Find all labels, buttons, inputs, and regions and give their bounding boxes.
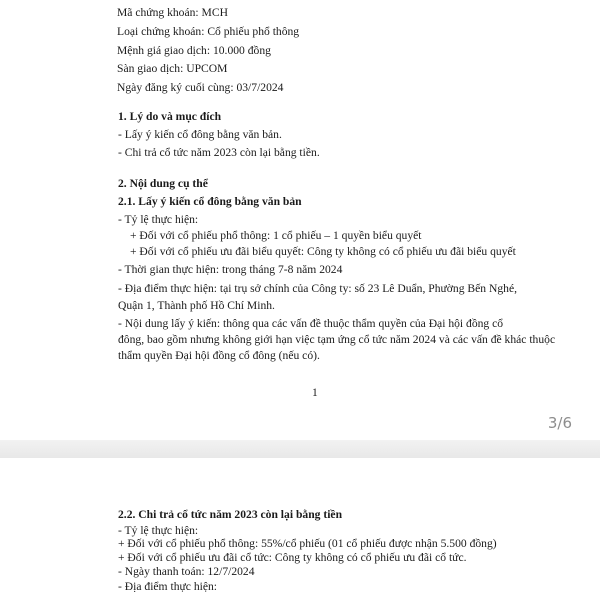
section-1-item-2: - Chi trả cổ tức năm 2023 còn lại bằng tiền. xyxy=(118,146,320,159)
ratio-preferred-shares: + Đối với cổ phiếu ưu đãi biểu quyết: Công ty không có cổ phiếu ưu đãi biểu quyết xyxy=(130,245,516,258)
document-page-2 xyxy=(0,458,600,600)
page-indicator: 3/6 xyxy=(547,414,572,432)
location-line-2: Quận 1, Thành phố Hồ Chí Minh. xyxy=(118,299,275,312)
security-code: Mã chứng khoán: MCH xyxy=(117,6,228,19)
location-line-1: - Địa điểm thực hiện: tại trụ sở chính của Công ty: số 23 Lê Duẩn, Phường Bến Nghé, xyxy=(118,282,517,295)
section-2-title: 2. Nội dung cụ thể xyxy=(118,177,208,190)
section-1-item-1: - Lấy ý kiến cổ đông bằng văn bản. xyxy=(118,128,282,141)
payment-date: - Ngày thanh toán: 12/7/2024 xyxy=(118,565,255,578)
ratio-common-shares: + Đối với cổ phiếu phổ thông: 1 cổ phiếu – 1 quyền biểu quyết xyxy=(130,229,422,242)
page-separator xyxy=(0,440,600,458)
section-2-2-title: 2.2. Chi trả cổ tức năm 2023 còn lại bằng tiền xyxy=(118,508,343,521)
par-value: Mệnh giá giao dịch: 10.000 đồng xyxy=(117,44,271,57)
section-2-1-title: 2.1. Lấy ý kiến cổ đông bằng văn bản xyxy=(118,195,302,208)
execution-time: - Thời gian thực hiện: trong tháng 7-8 năm 2024 xyxy=(118,263,343,276)
dividend-location-label: - Địa điểm thực hiện: xyxy=(118,580,218,593)
page-number: 1 xyxy=(312,386,318,399)
dividend-ratio-preferred: + Đối với cổ phiếu ưu đãi cổ tức: Công ty không có cổ phiếu ưu đãi cổ tức. xyxy=(118,551,467,564)
content-line-2: đông, bao gồm nhưng không giới hạn việc tạm ứng cổ tức năm 2024 và các vấn đề khác thuộc xyxy=(118,333,556,346)
security-type: Loại chứng khoán: Cổ phiếu phổ thông xyxy=(117,25,300,38)
dividend-ratio-common: + Đối với cổ phiếu phổ thông: 55%/cổ phiếu (01 cổ phiếu được nhận 5.500 đồng) xyxy=(118,537,497,550)
record-date: Ngày đăng ký cuối cùng: 03/7/2024 xyxy=(117,81,284,94)
content-line-1: - Nội dung lấy ý kiến: thông qua các vấn đề thuộc thẩm quyền của Đại hội đồng cổ xyxy=(118,317,504,330)
dividend-ratio-label: - Tỷ lệ thực hiện: xyxy=(118,524,199,537)
ratio-label: - Tỷ lệ thực hiện: xyxy=(118,213,199,226)
content-line-3: thẩm quyền Đại hội đồng cổ đông (nếu có). xyxy=(118,349,320,362)
section-1-title: 1. Lý do và mục đích xyxy=(118,110,222,123)
exchange: Sàn giao dịch: UPCOM xyxy=(117,62,228,75)
